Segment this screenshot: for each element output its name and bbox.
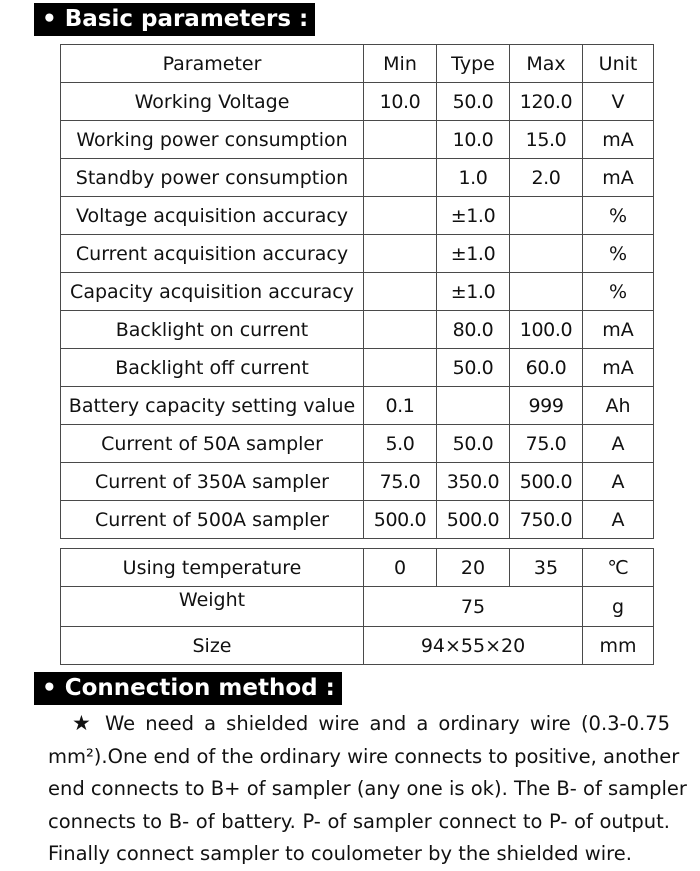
cell-max: 750.0 — [510, 501, 583, 539]
table-row — [61, 197, 654, 235]
cell-unit: mA — [583, 349, 654, 387]
table-row — [61, 121, 654, 159]
cell-min — [364, 349, 437, 387]
table-row — [61, 587, 654, 627]
cell-parameter: Battery capacity setting value — [61, 387, 364, 425]
column-header-unit: Unit — [583, 45, 654, 83]
cell-min — [364, 311, 437, 349]
cell-unit: % — [583, 235, 654, 273]
cell-type: ±1.0 — [437, 273, 510, 311]
cell-parameter: Current of 50A sampler — [61, 425, 364, 463]
cell-min — [364, 159, 437, 197]
cell-max: 999 — [510, 387, 583, 425]
cell-unit: mA — [583, 159, 654, 197]
basic-parameters-heading: • Basic parameters : — [34, 3, 315, 36]
column-header-parameter: Parameter — [61, 45, 364, 83]
table-row — [61, 627, 654, 665]
cell-parameter: Current of 350A sampler — [61, 463, 364, 501]
cell-parameter: Voltage acquisition accuracy — [61, 197, 364, 235]
cell-min — [364, 235, 437, 273]
cell-max: 60.0 — [510, 349, 583, 387]
instruction-line-2: mm²).One end of the ordinary wire connects to positive, another — [48, 744, 680, 768]
cell-unit: Ah — [583, 387, 654, 425]
instruction-line-1 — [48, 707, 670, 741]
star-icon: ★ — [72, 711, 95, 735]
table-row — [61, 159, 654, 197]
column-header-max: Max — [510, 45, 583, 83]
cell-unit: A — [583, 425, 654, 463]
cell-unit: % — [583, 197, 654, 235]
cell-max: 120.0 — [510, 83, 583, 121]
cell-unit: mA — [583, 121, 654, 159]
cell-type: 500.0 — [437, 501, 510, 539]
cell-parameter: Backlight on current — [61, 311, 364, 349]
cell-unit: A — [583, 463, 654, 501]
weight-value: 75 — [364, 587, 583, 627]
cell-min — [364, 121, 437, 159]
cell-max: 100.0 — [510, 311, 583, 349]
cell-min: 0.1 — [364, 387, 437, 425]
cell-max — [510, 273, 583, 311]
size-label: Size — [61, 627, 364, 665]
temperature-max: 35 — [510, 549, 583, 587]
cell-parameter: Standby power consumption — [61, 159, 364, 197]
instruction-line-5: Finally connect sampler to coulometer by the shielded wire. — [48, 842, 632, 865]
cell-unit: mA — [583, 311, 654, 349]
table-row — [61, 463, 654, 501]
cell-parameter: Current acquisition accuracy — [61, 235, 364, 273]
cell-unit: V — [583, 83, 654, 121]
cell-unit: % — [583, 273, 654, 311]
cell-type: 350.0 — [437, 463, 510, 501]
cell-type: 1.0 — [437, 159, 510, 197]
instruction-text: We need a shielded wire and a ordinary wire (0.3-0.75 — [104, 712, 671, 735]
cell-min: 5.0 — [364, 425, 437, 463]
cell-max — [510, 235, 583, 273]
table-row — [61, 425, 654, 463]
cell-min — [364, 197, 437, 235]
table-row — [61, 83, 654, 121]
cell-parameter: Backlight off current — [61, 349, 364, 387]
cell-min: 75.0 — [364, 463, 437, 501]
temperature-min: 0 — [364, 549, 437, 587]
column-header-min: Min — [364, 45, 437, 83]
size-unit: mm — [583, 627, 654, 665]
cell-type: 50.0 — [437, 349, 510, 387]
cell-type: 50.0 — [437, 425, 510, 463]
cell-parameter: Current of 500A sampler — [61, 501, 364, 539]
weight-label: Weight — [61, 587, 364, 627]
size-value: 94×55×20 — [364, 627, 583, 665]
cell-type: ±1.0 — [437, 197, 510, 235]
connection-method-heading: • Connection method : — [34, 672, 342, 705]
connection-instructions — [48, 707, 687, 871]
weight-unit: g — [583, 587, 654, 627]
basic-parameters-table — [60, 44, 654, 539]
cell-unit: A — [583, 501, 654, 539]
table-row — [61, 349, 654, 387]
cell-type: 50.0 — [437, 83, 510, 121]
cell-max: 500.0 — [510, 463, 583, 501]
table-header-row — [61, 45, 654, 83]
cell-type: 10.0 — [437, 121, 510, 159]
cell-parameter: Working Voltage — [61, 83, 364, 121]
cell-min — [364, 273, 437, 311]
table-row — [61, 273, 654, 311]
temperature-unit: ℃ — [583, 549, 654, 587]
cell-max: 15.0 — [510, 121, 583, 159]
cell-parameter: Capacity acquisition accuracy — [61, 273, 364, 311]
cell-min: 10.0 — [364, 83, 437, 121]
temperature-type: 20 — [437, 549, 510, 587]
cell-max — [510, 197, 583, 235]
cell-parameter: Working power consumption — [61, 121, 364, 159]
instruction-line-4: connects to B- of battery. P- of sampler connect to P- of output. — [48, 809, 670, 833]
temperature-label: Using temperature — [61, 549, 364, 587]
cell-type: 80.0 — [437, 311, 510, 349]
column-header-type: Type — [437, 45, 510, 83]
table-row — [61, 235, 654, 273]
cell-max: 75.0 — [510, 425, 583, 463]
cell-max: 2.0 — [510, 159, 583, 197]
table-row — [61, 501, 654, 539]
table-row — [61, 387, 654, 425]
cell-type — [437, 387, 510, 425]
cell-min: 500.0 — [364, 501, 437, 539]
table-row — [61, 549, 654, 587]
physical-parameters-table — [60, 548, 654, 665]
cell-type: ±1.0 — [437, 235, 510, 273]
instruction-line-3: end connects to B+ of sampler (any one is ok). The B- of sampler — [48, 777, 687, 800]
table-row — [61, 311, 654, 349]
